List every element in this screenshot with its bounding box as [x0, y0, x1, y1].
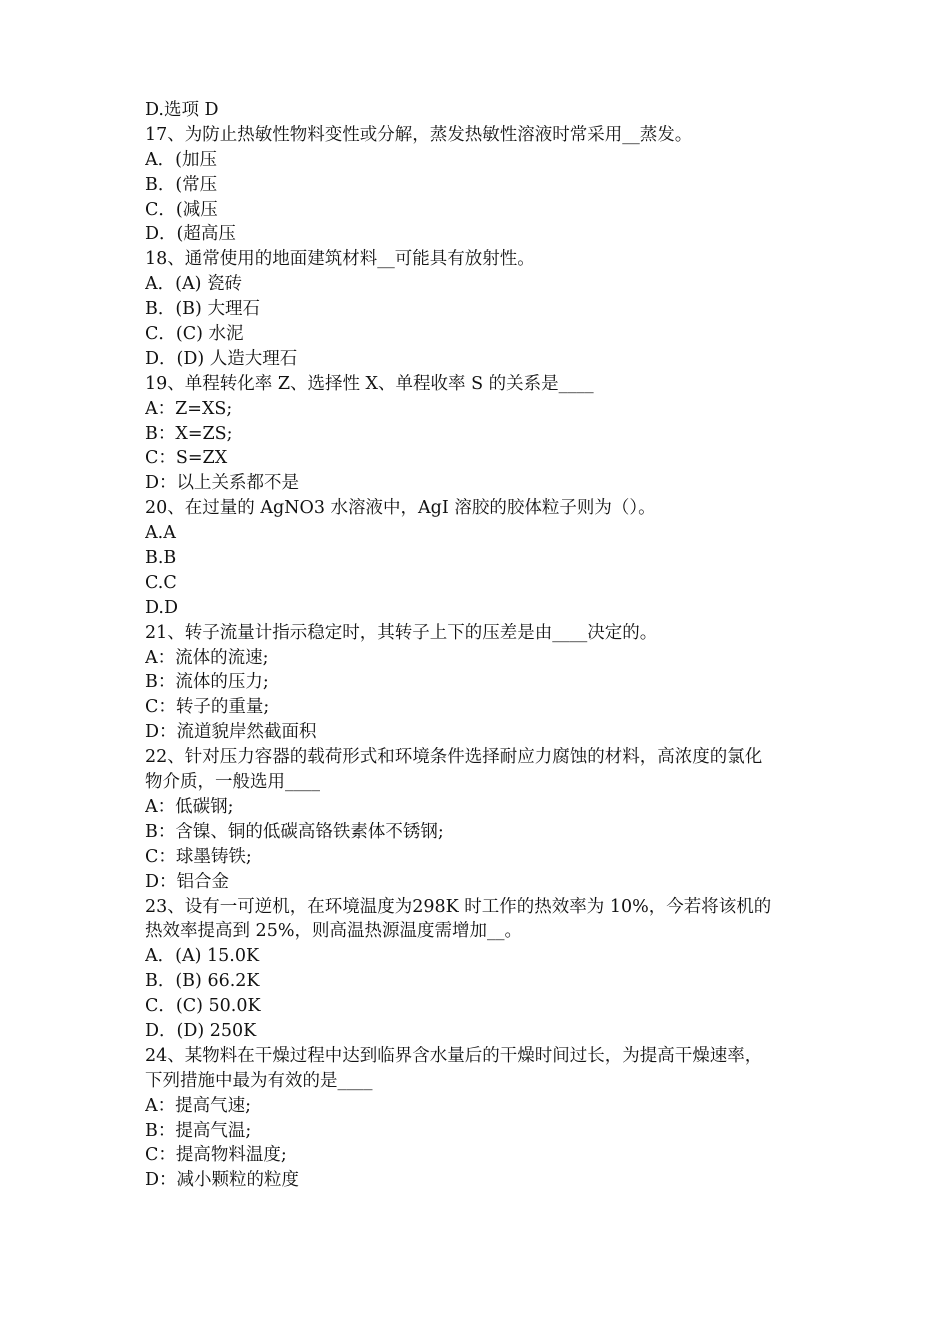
option-line: C．(减压: [145, 199, 218, 220]
question-line: 18、通常使用的地面建筑材料__可能具有放射性。: [145, 249, 535, 270]
option-line: D：以上关系都不是: [145, 473, 300, 494]
option-line: A．(A) 瓷砖: [145, 274, 242, 295]
question-line: 下列措施中最为有效的是____: [145, 1070, 373, 1091]
option-line: B：提高气温;: [145, 1120, 252, 1141]
document-page: [145, 98, 815, 1193]
option-line: B：X=ZS;: [145, 423, 233, 444]
option-line: B：含镍、铜的低碳高铬铁素体不锈钢;: [145, 821, 444, 842]
option-line: A：流体的流速;: [145, 647, 269, 668]
question-line: 21、转子流量计指示稳定时，其转子上下的压差是由____决定的。: [145, 622, 658, 643]
option-line: C：球墨铸铁;: [145, 846, 252, 867]
option-line: C．(C) 水泥: [145, 324, 244, 345]
option-line: D．(D) 人造大理石: [145, 348, 298, 369]
option-line: C：转子的重量;: [145, 697, 270, 718]
option-line: D.D: [145, 597, 179, 618]
option-line: D.选项 D: [145, 100, 219, 120]
question-line: 物介质，一般选用____: [145, 772, 320, 793]
option-line: D．(超高压: [145, 224, 236, 245]
option-line: A：低碳钢;: [145, 796, 234, 817]
option-line: D：减小颗粒的粒度: [145, 1170, 300, 1191]
question-line: 热效率提高到 25%，则高温热源温度需增加__。: [145, 921, 522, 942]
option-line: A．(A) 15.0K: [145, 946, 260, 967]
option-line: D．(D) 250K: [145, 1020, 257, 1041]
option-line: C．(C) 50.0K: [145, 996, 261, 1017]
option-line: A：提高气速;: [145, 1095, 252, 1116]
option-line: B.B: [145, 548, 177, 569]
option-line: D：铝合金: [145, 871, 230, 892]
option-line: C：S=ZX: [145, 448, 228, 469]
option-line: C.C: [145, 572, 177, 593]
question-line: 22、针对压力容器的载荷形式和环境条件选择耐应力腐蚀的材料，高浓度的氯化: [145, 747, 763, 768]
option-line: C：提高物料温度;: [145, 1145, 287, 1166]
question-line: 24、某物料在干燥过程中达到临界含水量后的干燥时间过长，为提高干燥速率，: [145, 1045, 763, 1066]
question-line: 23、设有一可逆机，在环境温度为298K 时工作的热效率为 10%，今若将该机的: [145, 896, 772, 917]
question-line: 20、在过量的 AgNO3 水溶液中，AgI 溶胶的胶体粒子则为（）。: [145, 498, 656, 519]
option-line: B：流体的压力;: [145, 672, 269, 693]
option-line: A．(加压: [145, 149, 217, 170]
option-line: D：流道貌岸然截面积: [145, 722, 317, 743]
question-line: 17、为防止热敏性物料变性或分解，蒸发热敏性溶液时常采用__蒸发。: [145, 124, 693, 145]
option-line: A：Z=XS;: [145, 398, 233, 419]
option-line: B．(B) 大理石: [145, 299, 260, 320]
option-line: B．(常压: [145, 174, 218, 195]
option-line: B．(B) 66.2K: [145, 971, 260, 992]
option-line: A.A: [145, 523, 176, 544]
question-line: 19、单程转化率 Z、选择性 X、单程收率 S 的关系是____: [145, 373, 594, 394]
